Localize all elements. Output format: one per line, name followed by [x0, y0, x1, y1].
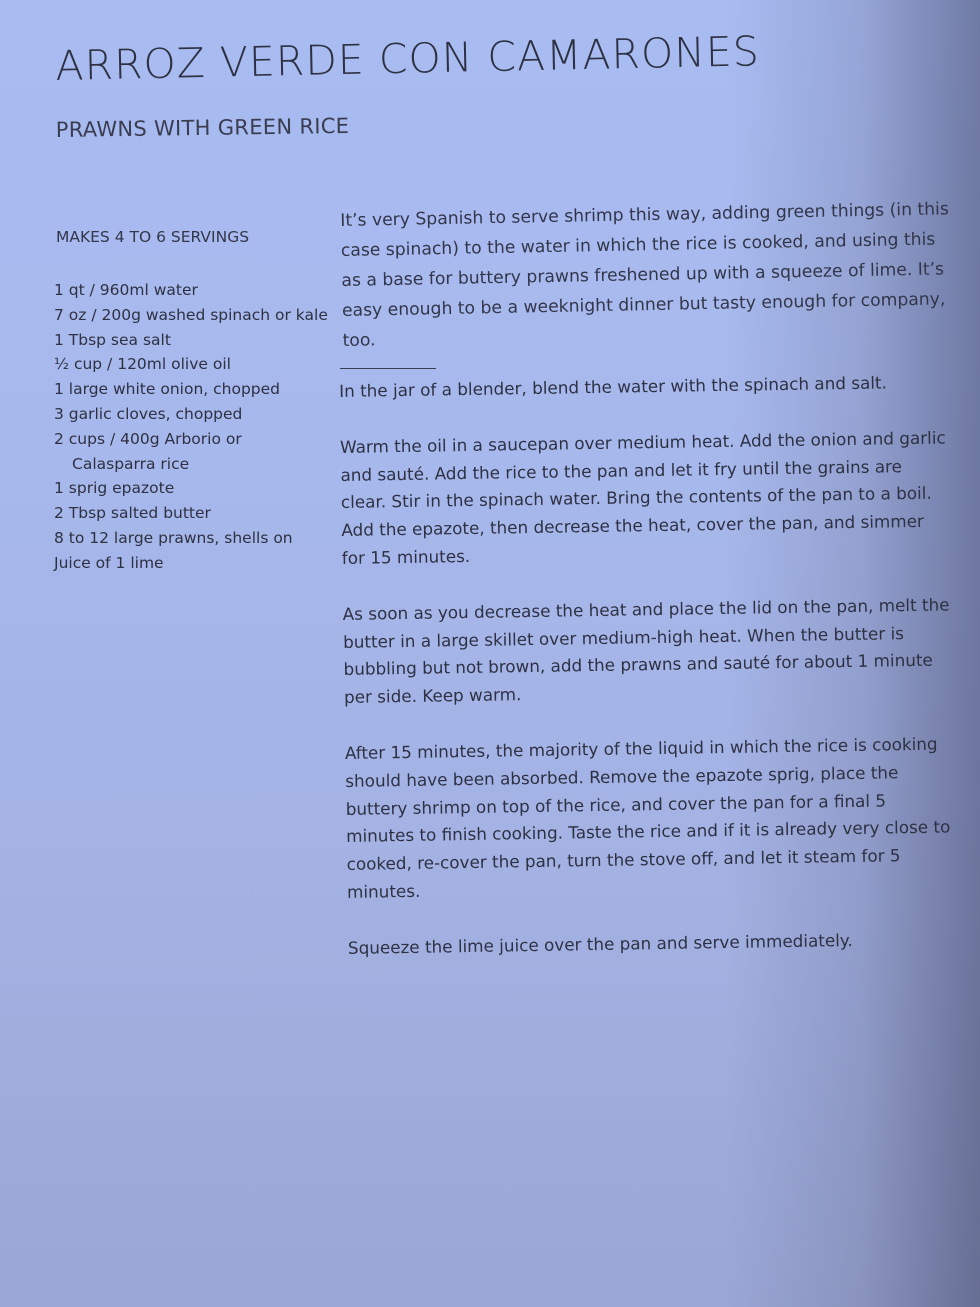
method-step: In the jar of a blender, blend the water with the spinach and salt.: [339, 372, 887, 401]
ingredient-item: 7 oz / 200g washed spinach or kale: [54, 305, 328, 324]
ingredient-item: 1 qt / 960ml water: [54, 281, 198, 299]
section-divider: [340, 368, 436, 369]
servings-label: MAKES 4 TO 6 SERVINGS: [56, 228, 250, 246]
ingredient-item: Juice of 1 lime: [54, 553, 164, 572]
ingredient-item: 1 sprig epazote: [54, 479, 175, 498]
method-step: As soon as you decrease the heat and place the lid on the pan, melt the butter in a large skillet over medium-high heat. When the butter is bubbling but not brown, add the prawns and sauté for about 1 minute per side. Keep warm.: [342, 594, 950, 708]
ingredient-item: 2 Tbsp salted butter: [54, 504, 211, 523]
recipe-intro: It’s very Spanish to serve shrimp this way, adding green things (in this case spinach) to the water in which the rice is cooked, and using this as a base for buttery prawns freshened up with a squeeze of lime. It’s easy enough to be a weeknight dinner but tasty enough for company, too.: [340, 199, 950, 351]
recipe-title: ARROZ VERDE CON CAMARONES: [54, 27, 761, 90]
method-step: Squeeze the lime juice over the pan and serve immediately.: [347, 929, 853, 958]
ingredient-item-continued: Calasparra rice: [72, 454, 190, 473]
ingredient-item: ½ cup / 120ml olive oil: [54, 355, 231, 374]
method-steps: [339, 368, 959, 990]
method-step: Warm the oil in a saucepan over medium heat. Add the onion and garlic and sauté. Add the rice to the pan and let it fry until the grains are clear. Stir in the spinach water. Bring the contents of the pan to a boil. Add the epazote, then decrease the heat, cover the pan, and simmer for 15 minutes.: [339, 427, 946, 568]
ingredient-item: 8 to 12 large prawns, shells on: [54, 528, 293, 547]
method-step: After 15 minutes, the majority of the liquid in which the rice is cooking should have been absorbed. Remove the epazote sprig, place the buttery shrimp on top of the rice, and cover the pan for a final 5 minutes to finish cooking. Taste the rice and if it is already very close to cooked, re-cover the pan, turn the stove off, and let it steam for 5 minutes.: [344, 733, 951, 902]
recipe-subtitle: PRAWNS WITH GREEN RICE: [55, 113, 350, 142]
ingredient-item: 1 large white onion, chopped: [54, 380, 280, 399]
ingredient-item: 3 garlic cloves, chopped: [54, 404, 243, 423]
ingredient-item: 1 Tbsp sea salt: [54, 330, 171, 349]
ingredient-item: 2 cups / 400g Arborio or: [54, 429, 242, 448]
ingredient-list: [54, 278, 328, 576]
